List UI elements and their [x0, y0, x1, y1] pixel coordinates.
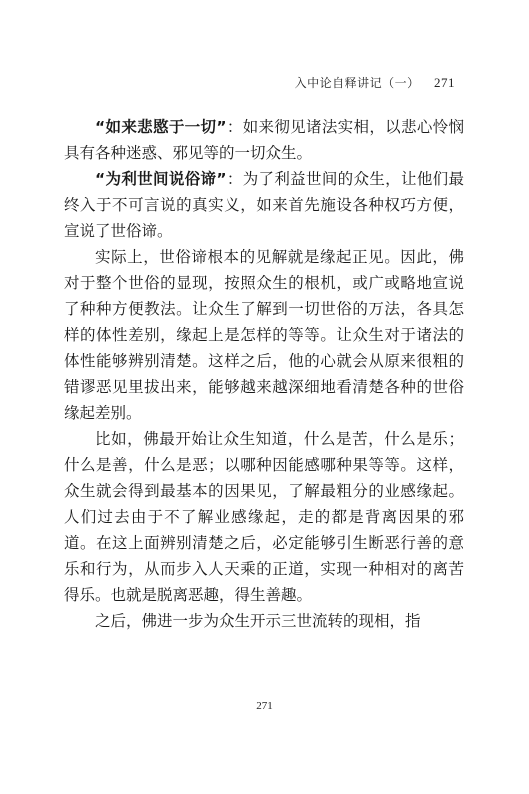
paragraph-5 [64, 608, 464, 634]
running-header [295, 74, 455, 91]
footer-page-number: 271 [256, 700, 273, 712]
body-text [64, 114, 464, 634]
paragraph-5-text: 之后，佛进一步为众生开示三世流转的现相，指 [95, 612, 421, 630]
header-page-number: 271 [434, 75, 455, 90]
paragraph-4-text: 比如，佛最开始让众生知道，什么是苦，什么是乐；什么是善，什么是恶；以哪种因能感哪种果等等。这样，众生就会得到最基本的因果见，了解最粗分的业感缘起。人们过去由于不了解业感缘起，走的都是背离因果的邪道。在这上面辨别清楚之后，必定能够引生断恶行善的意乐和行为，从而步入人天乘的正道，实现一种相对的离苦得乐。也就是脱离恶趣，得生善趣。 [64, 430, 464, 604]
paragraph-1-text: ：如来彻见诸法实相，以悲心怜悯具有各种迷惑、邪见等的一切众生。 [64, 118, 464, 162]
paragraph-1 [64, 114, 464, 166]
verse-term-1: “如来悲愍于一切” [95, 118, 227, 136]
paragraph-3 [64, 244, 464, 426]
verse-term-2: “为利世间说俗谛” [95, 170, 227, 188]
paragraph-3-text: 实际上，世俗谛根本的见解就是缘起正见。因此，佛对于整个世俗的显现，按照众生的根机，或广或略地宣说了种种方便教法。让众生了解到一切世俗的万法，各具怎样的体性差别，缘起上是怎样的等等。让众生对于诸法的体性能够辨别清楚。这样之后，他的心就会从原来很粗的错谬恶见里拔出来，能够越来越深细地看清楚各种的世俗缘起差别。 [64, 248, 464, 422]
paragraph-4 [64, 426, 464, 608]
paragraph-2 [64, 166, 464, 244]
paragraph-2-text: ：为了利益世间的众生，让他们最终入于不可言说的真实义，如来首先施设各种权巧方便，宣说了世俗谛。 [64, 170, 464, 240]
book-title: 入中论自释讲记（一） [294, 76, 420, 90]
